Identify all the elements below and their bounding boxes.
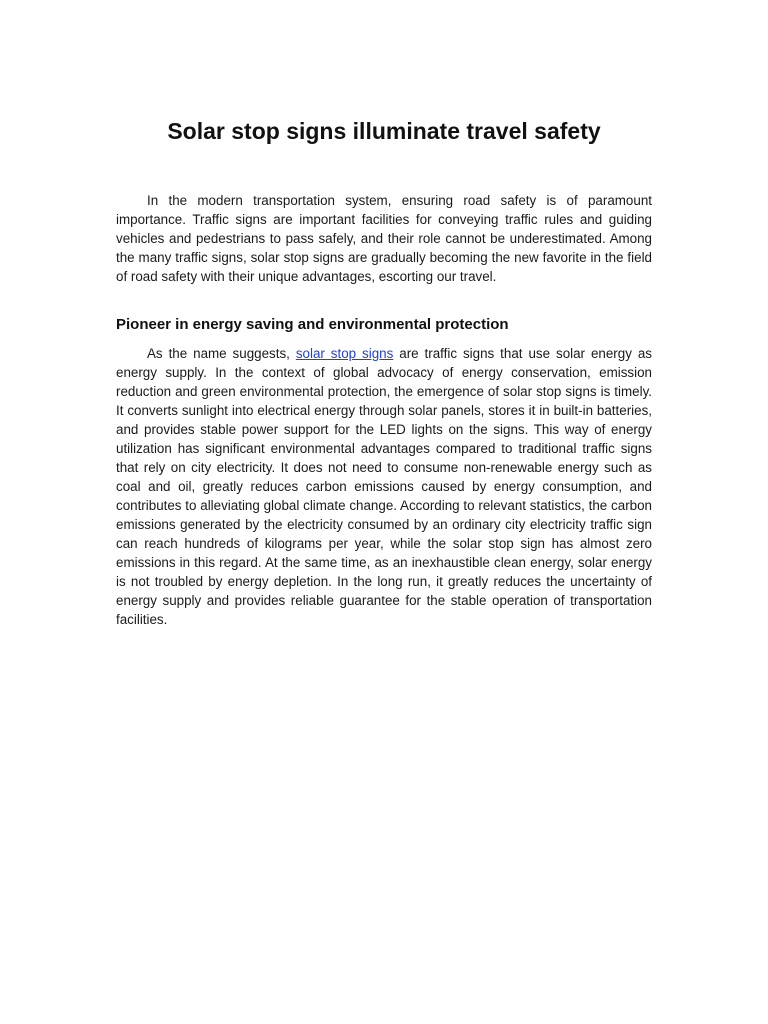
section-heading: Pioneer in energy saving and environmental protection [116, 316, 509, 333]
section-paragraph-body: are traffic signs that use solar energy as energy supply. In the context of global advocacy of energy conservation, emission reduction and green environmental protection, the emergence of solar stop signs is timely. It converts sunlight into electrical energy through solar panels, stores it in built-in batteries, and provides stable power support for the LED lights on the signs. This way of energy utilization has significant environmental advantages compared to traditional traffic signs that rely on city electricity. It does not need to consume non-renewable energy such as coal and oil, greatly reduces carbon emissions caused by energy consumption, and contributes to alleviating global climate change. According to relevant statistics, the carbon emissions generated by the electricity consumed by an ordinary city electricity traffic sign can reach hundreds of kilograms per year, while the solar stop sign has almost zero emissions in this regard. At the same time, as an inexhaustible clean energy, solar energy is not troubled by energy depletion. In the long run, it greatly reduces the uncertainty of energy supply and provides reliable guarantee for the stable operation of transportation facilities. [116, 346, 652, 627]
intro-paragraph: In the modern transportation system, ensuring road safety is of paramount importance. Traffic signs are important facilities for conveying traffic rules and guiding vehicles and pedestrians to pass safely, and their role cannot be underestimated. Among the many traffic signs, solar stop signs are gradually becoming the new favorite in the field of road safety with their unique advantages, escorting our travel. [116, 193, 652, 284]
solar-stop-signs-link[interactable]: solar stop signs [295, 346, 394, 361]
section-paragraph-lead: As the name suggests, [147, 346, 296, 361]
document-title: Solar stop signs illuminate travel safety [167, 118, 601, 144]
document-page [116, 114, 652, 629]
section-paragraph [116, 344, 652, 629]
